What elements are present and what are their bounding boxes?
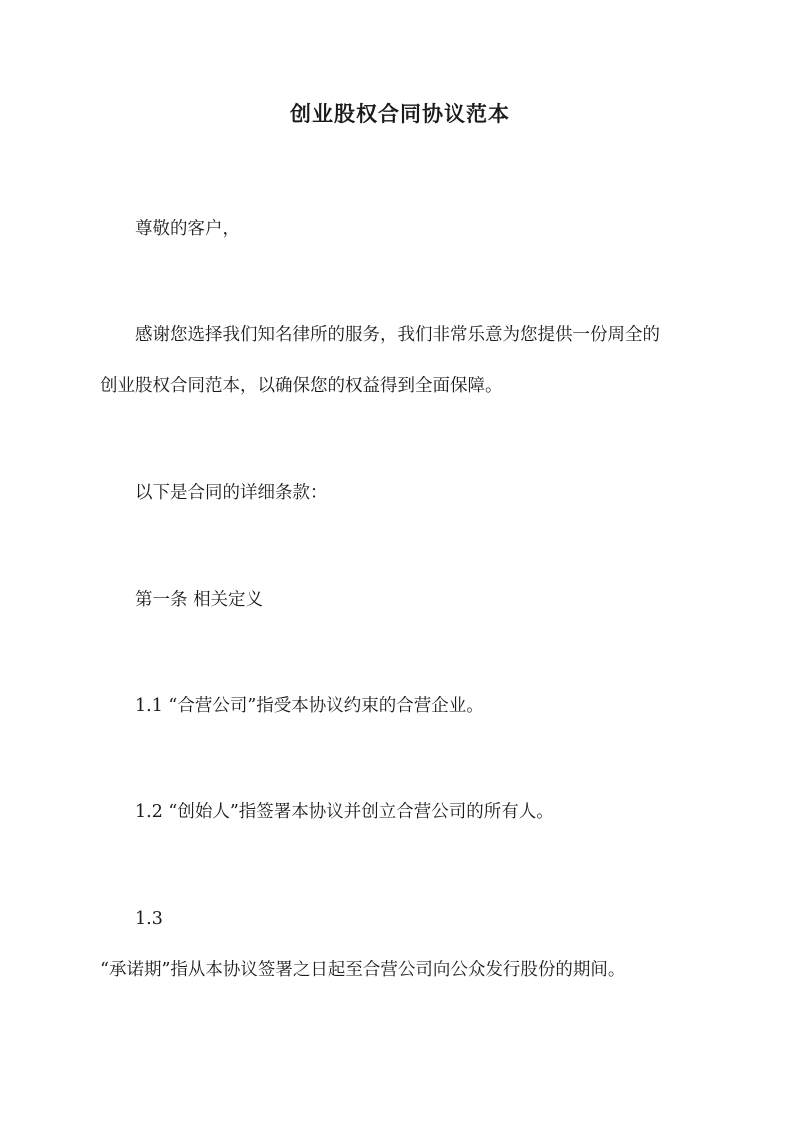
clause-1-3-number: 1.3 <box>135 909 163 929</box>
clause-1-2: 1.2 “创始人”指签署本协议并创立合营公司的所有人。 <box>135 802 554 822</box>
clause-1-1: 1.1 “合营公司”指受本协议约束的合营企业。 <box>135 696 484 716</box>
intro-paragraph-line-1: 感谢您选择我们知名律所的服务，我们非常乐意为您提供一份周全的 <box>135 325 660 345</box>
greeting: 尊敬的客户， <box>135 219 240 239</box>
lead-in-text: 以下是合同的详细条款： <box>135 483 328 503</box>
article-1-heading: 第一条 相关定义 <box>135 590 264 610</box>
intro-paragraph-line-2: 创业股权合同范本，以确保您的权益得到全面保障。 <box>100 376 503 396</box>
document-title: 创业股权合同协议范本 <box>290 101 510 126</box>
clause-1-3-text: “承诺期”指从本协议签署之日起至合营公司向公众发行股份的期间。 <box>100 960 626 980</box>
